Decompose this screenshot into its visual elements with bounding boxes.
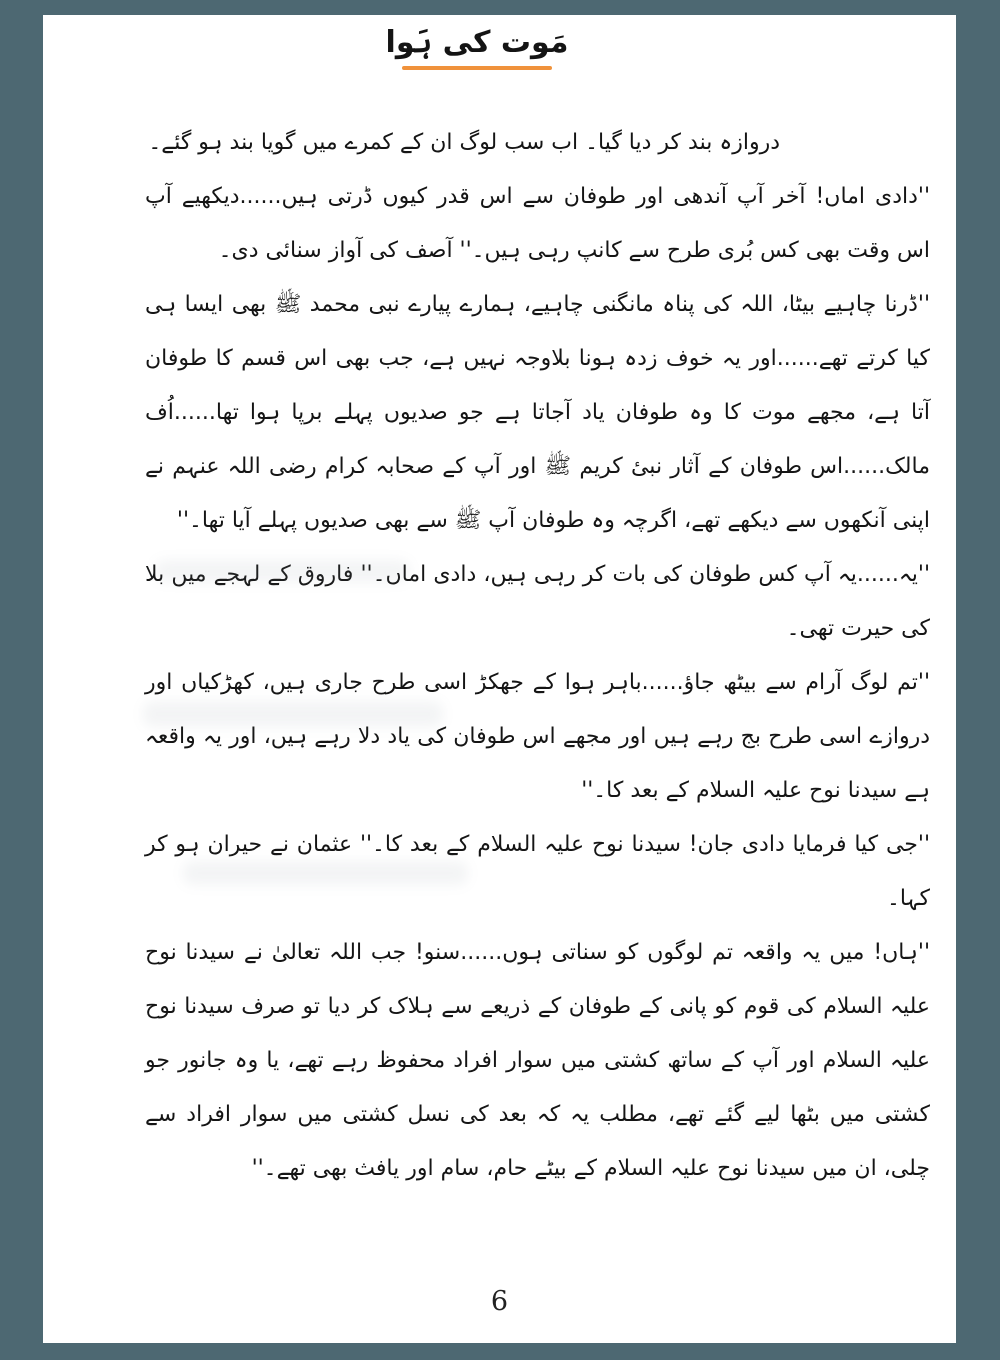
- paragraph-dialogue-grandmother-2: ''تم لوگ آرام سے بیٹھ جاؤ......باہر ہوا کے جھکڑ اسی طرح جاری ہیں، کھڑکیاں اور دروازے اسی طرح بج رہے ہیں اور مجھے اس طوفان کی یاد دلا رہے ہیں، اور یہ واقعہ ہے سیدنا نوح علیہ السلام کے بعد کا۔'': [145, 670, 930, 803]
- page-header: [43, 15, 956, 70]
- paragraph-narration: دروازہ بند کر دیا گیا۔ اب سب لوگ ان کے کمرے میں گویا بند ہو گئے۔: [148, 130, 780, 155]
- paragraph-dialogue-farooq: ''یہ......یہ آپ کس طوفان کی بات کر رہی ہیں، دادی اماں۔'' فاروق کے لہجے میں بلا کی حیرت تھی۔: [145, 562, 930, 641]
- title-underline: [402, 66, 552, 70]
- body-text: [43, 116, 956, 1196]
- paragraph-dialogue-asif: ''دادی اماں! آخر آپ آندھی اور طوفان سے اس قدر کیوں ڈرتی ہیں......دیکھیے آپ اس وقت بھی کس بُری طرح سے کانپ رہی ہیں۔'' آصف کی آواز سنائی دی۔: [145, 184, 930, 263]
- book-page: [43, 15, 956, 1343]
- page-number: 6: [490, 1286, 509, 1317]
- paragraph-dialogue-grandmother-3: ''ہاں! میں یہ واقعہ تم لوگوں کو سناتی ہوں......سنو! جب اللہ تعالیٰ نے سیدنا نوح علیہ السلام کی قوم کو پانی کے طوفان کے ذریعے سے ہلاک کر دیا تو صرف سیدنا نوح علیہ السلام اور آپ کے ساتھ کشتی میں سوار افراد محفوظ رہے تھے، یا وہ جانور جو کشتی میں بٹھا لیے گئے تھے، مطلب یہ کہ بعد کی نسل کشتی میں سوار افراد سے چلی، ان میں سیدنا نوح علیہ السلام کے بیٹے حام، سام اور یافث بھی تھے۔'': [145, 940, 930, 1181]
- paragraph-dialogue-usman: ''جی کیا فرمایا دادی جان! سیدنا نوح علیہ السلام کے بعد کا۔'' عثمان نے حیران ہو کر کہا۔: [145, 832, 930, 911]
- page-title: مَوت کی ہَوا: [385, 25, 569, 60]
- paragraph-dialogue-grandmother-1: ''ڈرنا چاہیے بیٹا، اللہ کی پناہ مانگنی چاہیے، ہمارے پیارے نبی محمد ﷺ بھی ایسا ہی کیا کرتے تھے......اور یہ خوف زدہ ہونا بلاوجہ نہیں ہے، جب بھی اس قسم کا طوفان آتا ہے، مجھے موت کا وہ طوفان یاد آجاتا ہے جو صدیوں پہلے برپا ہوا تھا......اُف مالک......اس طوفان کے آثار نبیٔ کریم ﷺ اور آپ کے صحابہ کرام رضی اللہ عنہم نے اپنی آنکھوں سے دیکھے تھے، اگرچہ وہ طوفان آپ ﷺ سے بھی صدیوں پہلے آیا تھا۔'': [145, 292, 930, 533]
